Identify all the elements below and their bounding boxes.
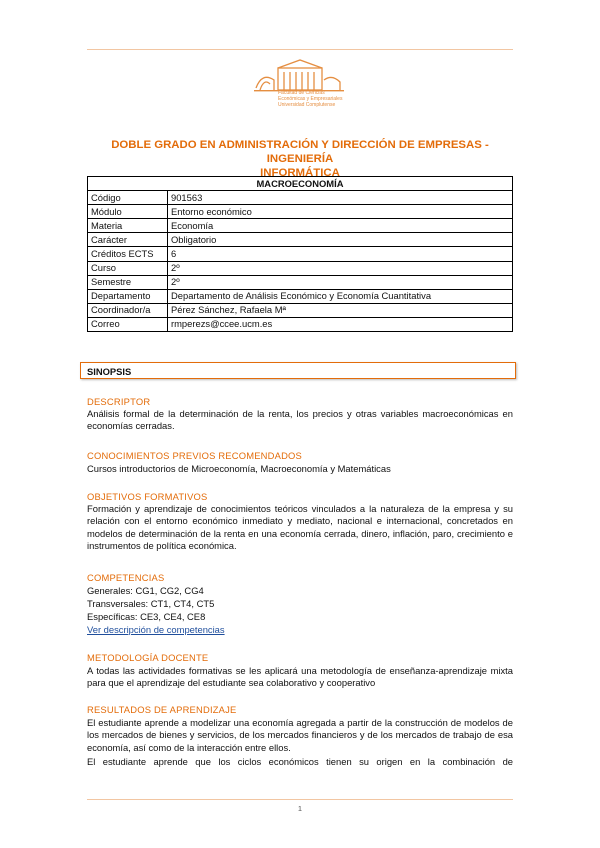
conocimientos-heading: CONOCIMIENTOS PREVIOS RECOMENDADOS	[87, 450, 302, 461]
descriptor-heading: DESCRIPTOR	[87, 396, 151, 407]
footer-rule	[87, 799, 513, 800]
metodologia-heading: METODOLOGÍA DOCENTE	[87, 652, 209, 663]
table-row: Departamento Departamento de Análisis Económico y Economía Cuantitativa	[88, 289, 513, 303]
competencias-especificas: Específicas: CE3, CE4, CE8	[87, 611, 206, 622]
competencias-transversales: Transversales: CT1, CT4, CT5	[87, 598, 215, 609]
table-row: Curso 2º	[88, 261, 513, 275]
sinopsis-header: SINOPSIS	[80, 362, 516, 379]
table-row: Semestre 2º	[88, 275, 513, 289]
degree-title: DOBLE GRADO EN ADMINISTRACIÓN Y DIRECCIÓN DE EMPRESAS - INGENIERÍA INFORMÁTICA	[111, 139, 489, 179]
table-row: Coordinador/a Pérez Sánchez, Rafaela Mª	[88, 303, 513, 317]
competencias-link[interactable]: Ver descripción de competencias	[87, 624, 225, 635]
competencias-generales: Generales: CG1, CG2, CG4	[87, 585, 204, 596]
conocimientos-text: Cursos introductorios de Microeconomía, Macroeconomía y Matemáticas	[87, 463, 391, 474]
resultados-text-2: El estudiante aprende que los ciclos económicos tienen su origen en la combinación de	[87, 756, 513, 767]
metodologia-text: A todas las actividades formativas se les aplicará una metodología de enseñanza-aprendizaje mixta para que el aprendizaje del estudiante sea colaborativo y cooperativo	[87, 665, 513, 689]
table-row: Módulo Entorno económico	[88, 205, 513, 219]
table-row: Correo rmperezs@ccee.ucm.es	[88, 317, 513, 331]
competencias-heading: COMPETENCIAS	[87, 572, 165, 583]
page-number: 1	[297, 804, 303, 813]
header-rule	[87, 49, 513, 50]
table-row: Créditos ECTS 6	[88, 247, 513, 261]
table-row: Materia Economía	[88, 219, 513, 233]
resultados-text-1: El estudiante aprende a modelizar una economía agregada a partir de la construcción de modelos de los mercados de bienes y servicios, de los mercados financieros y de los mercados de trabajo de esa economía, así como de la interacción entre ellos.	[87, 717, 513, 753]
logo-text: Facultad de Ciencias Económicas y Empresariales Universidad Complutense	[278, 90, 343, 108]
subject-title: MACROECONOMÍA	[88, 177, 513, 191]
descriptor-text: Análisis formal de la determinación de la renta, los precios y otras variables macroeconómicas en economías cerradas.	[87, 408, 513, 432]
objetivos-heading: OBJETIVOS FORMATIVOS	[87, 491, 208, 502]
table-row: Carácter Obligatorio	[88, 233, 513, 247]
resultados-heading: RESULTADOS DE APRENDIZAJE	[87, 704, 237, 715]
subject-info-table	[87, 176, 513, 332]
table-row: Código 901563	[88, 191, 513, 205]
objetivos-text: Formación y aprendizaje de conocimientos teóricos vinculados a la naturaleza de la empresa y su relación con el entorno económico inmediato y mediato, nacional e internacional, concretados en modelos de determinación de la renta en una economía cerrada, dinero, inflación, paro, crecimiento e instrumentos de política económica.	[87, 503, 513, 551]
